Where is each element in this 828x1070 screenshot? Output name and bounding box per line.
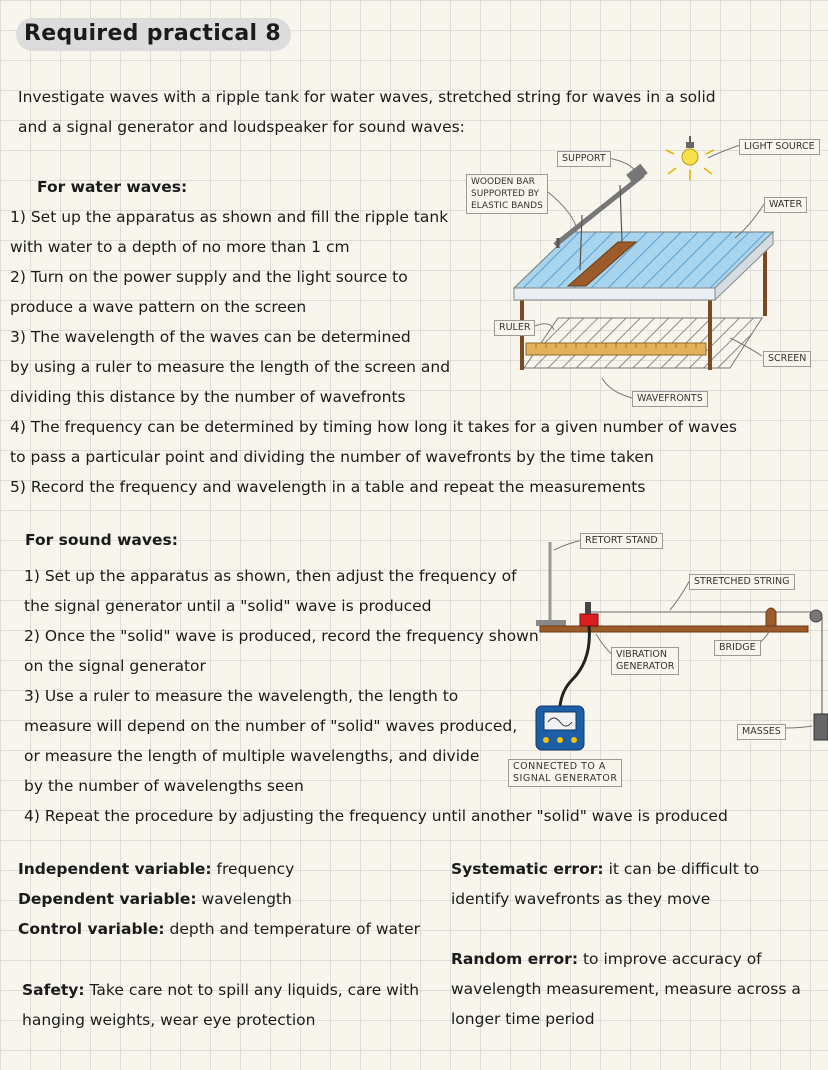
- label-vibration-generator: [611, 647, 679, 675]
- vibration-generator: [580, 614, 598, 626]
- sound-step: measure will depend on the number of "solid" waves produced,: [24, 717, 518, 735]
- water-step: by using a ruler to measure the length of the screen and: [10, 358, 451, 376]
- page-title: Required practical 8: [16, 18, 291, 51]
- control-value: depth and temperature of water: [169, 920, 421, 938]
- signal-generator: [536, 706, 584, 750]
- random-error-line-3: longer time period: [451, 1010, 595, 1028]
- dependent-value: wavelength: [201, 890, 292, 908]
- sound-step: by the number of wavelengths seen: [24, 777, 304, 795]
- safety-label: Safety:: [22, 981, 85, 999]
- intro-line-1: Investigate waves with a ripple tank for water waves, stretched string for waves in a solid: [18, 88, 716, 106]
- random-label: Random error:: [451, 950, 579, 968]
- water-step: to pass a particular point and dividing the number of wavefronts by the time taken: [10, 448, 654, 466]
- water-step: 2) Turn on the power supply and the light source to: [10, 268, 408, 286]
- sound-step: 1) Set up the apparatus as shown, then adjust the frequency of: [24, 567, 517, 585]
- random-error-line-2: wavelength measurement, measure across a: [451, 980, 801, 998]
- safety-value: Take care not to spill any liquids, care with: [89, 981, 420, 999]
- label-line: CONNECTED TO A: [513, 761, 606, 772]
- label-line: SIGNAL GENERATOR: [513, 773, 618, 784]
- label-connected-signal-generator: [508, 759, 622, 787]
- systematic-error-line-2: identify wavefronts as they move: [451, 890, 711, 908]
- label-wooden-bar: [466, 174, 548, 214]
- label-ruler: RULER: [494, 320, 535, 336]
- light-bulb-icon: [666, 136, 714, 180]
- control-label: Control variable:: [18, 920, 165, 938]
- systematic-value: it can be difficult to: [608, 860, 760, 878]
- independent-variable: [18, 854, 294, 884]
- label-line: SUPPORTED BY: [471, 189, 539, 199]
- independent-value: frequency: [216, 860, 295, 878]
- safety: [22, 975, 419, 1005]
- label-water: WATER: [764, 197, 807, 213]
- dependent-variable: [18, 884, 292, 914]
- water-step: 1) Set up the apparatus as shown and fill the ripple tank: [10, 208, 449, 226]
- random-value: to improve accuracy of: [582, 950, 762, 968]
- sound-step: 4) Repeat the procedure by adjusting the frequency until another "solid" wave is produced: [24, 807, 728, 825]
- label-stretched-string: STRETCHED STRING: [689, 574, 795, 590]
- masses: [814, 714, 828, 740]
- label-line: GENERATOR: [616, 661, 675, 672]
- label-line: VIBRATION: [616, 649, 667, 660]
- sound-step: or measure the length of multiple wavelengths, and divide: [24, 747, 480, 765]
- sound-step: the signal generator until a "solid" wave is produced: [24, 597, 432, 615]
- label-masses: MASSES: [737, 724, 786, 740]
- label-line: ELASTIC BANDS: [471, 201, 543, 211]
- sound-step: on the signal generator: [24, 657, 206, 675]
- control-variable: [18, 914, 420, 944]
- dependent-label: Dependent variable:: [18, 890, 197, 908]
- ripple-tank-diagram: [460, 130, 828, 410]
- label-screen: SCREEN: [763, 351, 811, 367]
- sound-step: 3) Use a ruler to measure the wavelength, the length to: [24, 687, 459, 705]
- label-light-source: LIGHT SOURCE: [739, 139, 820, 155]
- systematic-label: Systematic error:: [451, 860, 604, 878]
- random-error: [451, 944, 762, 974]
- water-step: with water to a depth of no more than 1 cm: [10, 238, 350, 256]
- safety-line-2: hanging weights, wear eye protection: [22, 1011, 316, 1029]
- label-line: WOODEN BAR: [471, 177, 535, 187]
- label-bridge: BRIDGE: [714, 640, 761, 656]
- label-retort-stand: RETORT STAND: [580, 533, 663, 549]
- bridge: [766, 608, 776, 626]
- water-step: 4) The frequency can be determined by timing how long it takes for a given number of waves: [10, 418, 737, 436]
- water-step: 3) The wavelength of the waves can be determined: [10, 328, 411, 346]
- systematic-error: [451, 854, 759, 884]
- intro-line-2: and a signal generator and loudspeaker for sound waves:: [18, 118, 465, 136]
- water-step: produce a wave pattern on the screen: [10, 298, 307, 316]
- water-step: 5) Record the frequency and wavelength in a table and repeat the measurements: [10, 478, 646, 496]
- independent-label: Independent variable:: [18, 860, 212, 878]
- label-support: SUPPORT: [557, 151, 611, 167]
- water-heading: For water waves:: [37, 178, 188, 196]
- label-wavefronts: WAVEFRONTS: [632, 391, 708, 407]
- sound-step: 2) Once the "solid" wave is produced, record the frequency shown: [24, 627, 539, 645]
- water-step: dividing this distance by the number of wavefronts: [10, 388, 406, 406]
- sound-heading: For sound waves:: [25, 531, 178, 549]
